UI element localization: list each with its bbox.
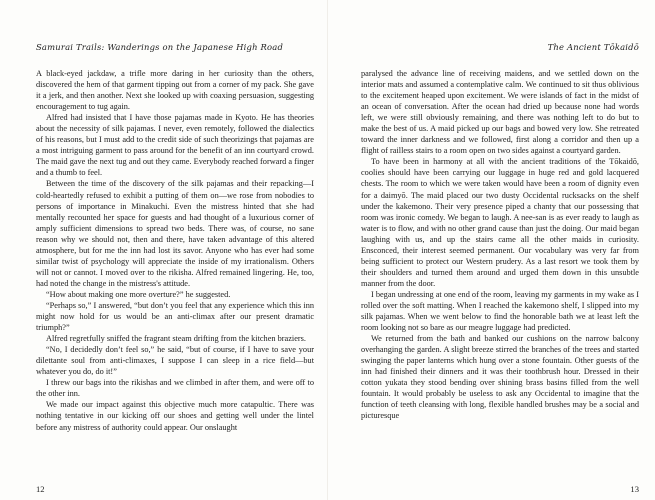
paragraph: We made our impact against this objective much more catapultic. There was nothing tentative in our kicking off our shoes and getting well under the lintel before any mistress of authority could appear. Our onslaught: [36, 400, 314, 432]
left-page-number: 12: [36, 484, 45, 494]
paragraph: To have been in harmony at all with the ancient traditions of the Tōkaidō, coolies should have been carrying our luggage in huge red and gold lacquered chests. The room to which we were taken would have been a room of dignity even for a daimyō. The maid placed our two dusty Occidental rucksacks on the shelf under the kakemono. Their very presence piped a chanty that our possessing that room was ironic comedy. We began to laugh. A nee-san is as ever ready to laugh as water is to flow, and with no other grand cause than just the doing. Our maid began laughing with us, and up the stairs came all the other maids in curiosity. Ensconced, their interest seemed permanent. Our vocabulary was very far from being sufficient to protect our Western prudery. As a last resort we took them by their shoulders and turned them around and urged them down in this unsubtle manner from the door.: [361, 157, 639, 288]
right-page: [355, 0, 645, 500]
right-running-head: The Ancient Tōkaidō: [547, 42, 639, 52]
left-body-text: [36, 68, 314, 433]
paragraph: I began undressing at one end of the room, leaving my garments in my wake as I rolled over the soft matting. When I reached the kakemono shelf, I slipped into my silk pajamas. When we went below to find the honorable bath we at least left the room looking not so bare as our meagre luggage had predicted.: [361, 289, 639, 333]
paragraph: Alfred had insisted that I have those pajamas made in Kyoto. He has theories about the necessity of silk pajamas. I never, even remotely, followed the dialectics of his reasons, but I must add to the credit side of such theorizings that pajamas are a most intriguing garment to pass around for the benefit of an inn courtyard crowd. The maid gave the next tug and out they came. Everybody reached forward a finger and a thumb to feel.: [36, 113, 314, 178]
paragraph: We returned from the bath and banked our cushions on the narrow balcony overhanging the garden. A slight breeze stirred the branches of the trees and started swinging the paper lanterns which hung over a stone fountain. Other guests of the inn had finished their dinners and it was their toothbrush hour. Dressed in their cotton yukata they stood bending over shining brass basins filled from the well fountain. It would probably be useless to ask any Occidental to imagine that the function of teeth cleansing with long, flexible handled brushes may be a social and picturesque: [361, 334, 639, 421]
paragraph: I threw our bags into the rikishas and we climbed in after them, and were off to the other inn.: [36, 378, 314, 399]
paragraph: “How about making one more overture?” he suggested.: [46, 289, 231, 299]
gutter: [327, 0, 328, 500]
left-running-head: Samurai Trails: Wanderings on the Japanese High Road: [36, 42, 284, 52]
paragraph: A black-eyed jackdaw, a trifle more daring in her curiosity than the others, discovered the hem of that garment tipping out from a corner of my pack. She gave it a jerk, and then another. Next she looked up with coaxing persuasion, suggesting encouragement to tug again.: [36, 69, 314, 112]
right-page-number: 13: [630, 484, 639, 494]
right-body-text: [361, 68, 639, 422]
paragraph: Between the time of the discovery of the silk pajamas and their repacking—I cold-heartedly refused to exhibit a putting of them on—we rose from nobodies to persons of importance in Minakuchi. Even the mistress hinted that she had mentally recounted her space for guests and had thought of a luxurious corner of amply sufficient dimensions to spread two beds. There was, of course, no sane reason why we should not, then and there, have taken advantage of this altered atmosphere, but for me the inn had lost its savor. Anyone who has ever had some similar twist of psychology will appreciate the inside of my irrationalism. Others will not or cannot. I moved over to the rikisha. Alfred remained lingering. He, too, had noted the change in the mistress's attitude.: [36, 179, 314, 288]
paragraph: paralysed the advance line of receiving maidens, and we settled down on the interior mats and assumed a contemplative calm. We continued to sit thus oblivious to the excitement heaped upon excitement. We were islands of fact in the midst of an ocean of conversation. After the ocean had dried up because none had words left, we were still obviously remaining, and there was nothing left to do but to make the best of us. A maid picked up our bags and bowed very low. She retreated toward the inner darkness and we followed, first along a corridor and then up a flight of railless stairs to a room open on two sides against a courtyard garden.: [361, 69, 639, 156]
paragraph: “Perhaps so,” I answered, “but don’t you feel that any experience which this inn might now hold for us would be an anti-climax after our present dramatic triumph?”: [36, 300, 314, 333]
paragraph: “No, I decidedly don’t feel so,” he said, “but of course, if I have to save your dilettante soul from anti-climaxes, I suppose I can sleep in a rice field—but whatever you do, do it!”: [36, 345, 314, 377]
left-page: [30, 0, 320, 500]
paragraph: Alfred regretfully sniffed the fragrant steam drifting from the kitchen braziers.: [46, 334, 306, 344]
